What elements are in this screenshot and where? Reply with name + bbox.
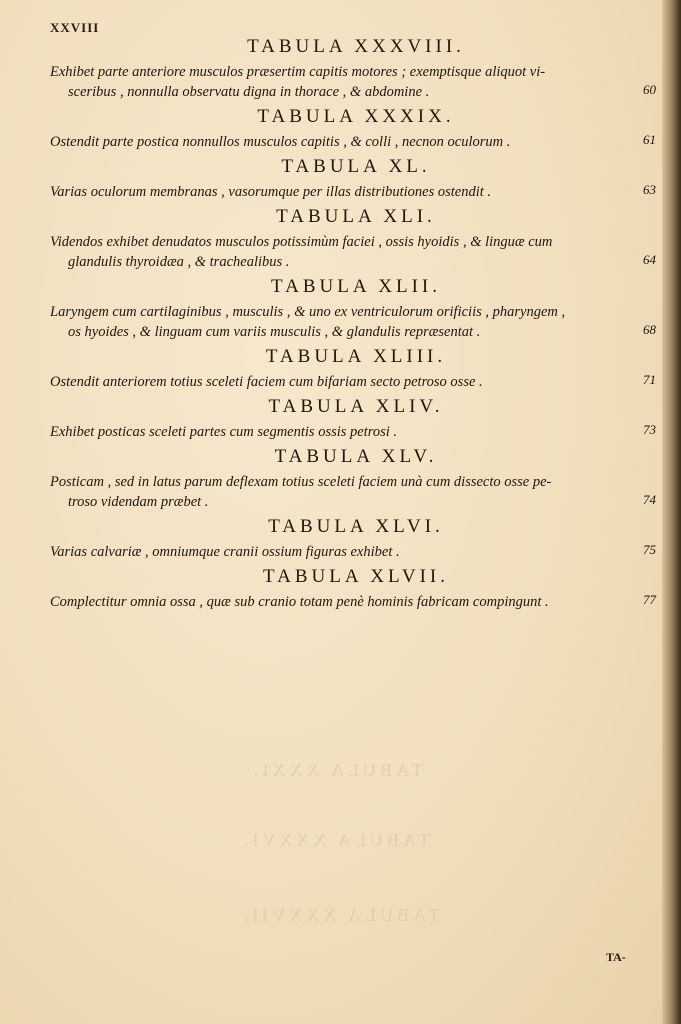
page-reference: 63 [643, 182, 656, 197]
catchword: TA- [606, 950, 626, 964]
page-reference: 77 [643, 592, 656, 607]
description-line: Ostendit anteriorem totius sceleti faciem cum bifariam secto petroso osse . [50, 374, 483, 390]
entry-title: TABULA XLI. [276, 206, 436, 227]
description-line: Varias oculorum membranas , vasorumque per illas distributiones ostendit . [50, 184, 492, 200]
toc-entry [50, 32, 662, 102]
toc-entry [50, 342, 662, 392]
entry-title: TABULA XLVII. [263, 566, 449, 587]
entry-description [50, 472, 662, 512]
description-line: troso videndam præbet . [68, 494, 209, 510]
entry-description [50, 132, 662, 152]
entry-title: TABULA XXXVIII. [247, 36, 465, 57]
bleed-through-text: TABULA XXXI. TABULA XXXVI. TABULA XXXVII. [240, 760, 440, 925]
toc-entry [50, 272, 662, 342]
toc-entry [50, 442, 662, 512]
description-line: Laryngem cum cartilaginibus , musculis , & uno ex ventriculorum orificiis , pharyngem , [50, 304, 566, 320]
description-line: Posticam , sed in latus parum deflexam totius sceleti faciem unà cum dissecto osse pe- [50, 474, 552, 490]
entry-description [50, 422, 662, 442]
toc-entry [50, 152, 662, 202]
page-number-header: XXVIII [50, 20, 100, 35]
page-reference: 74 [643, 492, 656, 507]
entry-description [50, 302, 662, 342]
entry-description [50, 182, 662, 202]
entry-description [50, 372, 662, 392]
page-reference: 61 [643, 132, 656, 147]
description-line: sceribus , nonnulla observatu digna in thorace , & abdomine . [68, 84, 430, 100]
entry-title: TABULA XLV. [274, 446, 438, 467]
toc-entry [50, 512, 662, 562]
page-reference: 60 [643, 82, 656, 97]
entry-description [50, 232, 662, 272]
toc-entry [50, 392, 662, 442]
entry-title: TABULA XLVI. [268, 516, 444, 537]
table-of-contents [50, 32, 662, 612]
entry-description [50, 542, 662, 562]
toc-entry [50, 202, 662, 272]
toc-entry [50, 562, 662, 612]
toc-entry [50, 102, 662, 152]
page-reference: 73 [643, 422, 656, 437]
entry-title: TABULA XLII. [271, 276, 441, 297]
entry-title: TABULA XLIV. [268, 396, 444, 417]
description-line: Complectitur omnia ossa , quæ sub cranio totam penè hominis fabricam compingunt . [50, 594, 549, 610]
book-gutter [662, 0, 681, 1024]
page-reference: 75 [643, 542, 656, 557]
page-reference: 68 [643, 322, 656, 337]
entry-description [50, 62, 662, 102]
entry-description [50, 592, 662, 612]
description-line: glandulis thyroidæa , & trachealibus . [68, 254, 290, 270]
description-line: Videndos exhibet denudatos musculos potissimùm faciei , ossis hyoidis , & linguæ cum [50, 234, 553, 250]
entry-title: TABULA XXXIX. [257, 106, 455, 127]
page-reference: 64 [643, 252, 656, 267]
description-line: Exhibet posticas sceleti partes cum segmentis ossis petrosi . [50, 424, 398, 440]
page-reference: 71 [643, 372, 656, 387]
description-line: Varias calvariæ , omniumque cranii ossium figuras exhibet . [50, 544, 400, 560]
entry-title: TABULA XL. [281, 156, 431, 177]
description-line: Exhibet parte anteriore musculos præsertim capitis motores ; exemptisque aliquot vi- [50, 64, 546, 80]
description-line: Ostendit parte postica nonnullos musculos capitis , & colli , necnon oculorum . [50, 134, 511, 150]
description-line: os hyoides , & linguam cum variis musculis , & glandulis repræsentat . [68, 324, 481, 340]
entry-title: TABULA XLIII. [265, 346, 447, 367]
